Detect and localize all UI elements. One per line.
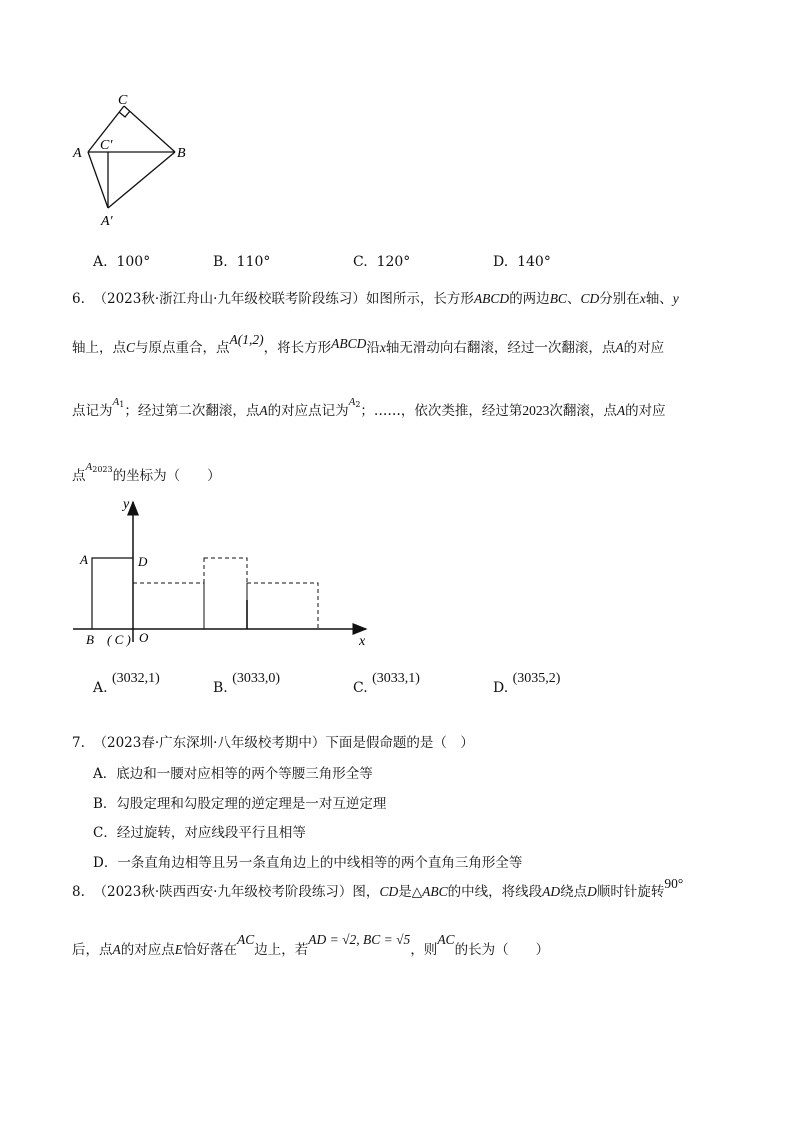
label-C-prime: C′ — [100, 138, 113, 153]
q7-option-d[interactable]: D．一条直角边相等且另一条直角边上的中线相等的两个直角三角形全等 — [93, 855, 523, 871]
label-A: A — [73, 146, 82, 161]
label-A: A — [80, 552, 88, 567]
q7-option-a[interactable]: A．底边和一腰对应相等的两个等腰三角形全等 — [93, 766, 373, 782]
segment-CB — [124, 106, 175, 152]
segment-A-prime-B — [108, 152, 175, 208]
label-C: ( C ) — [107, 632, 131, 647]
q7-option-b[interactable]: B．勾股定理和勾股定理的逆定理是一对互逆定理 — [93, 796, 387, 812]
q5-option-b[interactable]: B. 110° — [213, 254, 271, 270]
label-B: B — [177, 146, 186, 161]
q5-option-d[interactable]: D. 140° — [493, 254, 551, 270]
q8-line-1: 8. （2023秋·陕西西安·九年级校考阶段练习）图，CD是△ABC的中线，将线段AD绕点D顺时针旋转90° — [72, 876, 684, 900]
q6-option-b[interactable]: B. (3033,0) — [213, 671, 281, 696]
rolled-rectangle-1 — [133, 583, 204, 629]
label-D: D — [138, 554, 148, 569]
q6-line-4: 点$^{A2023}$的坐标为（ ） — [72, 461, 221, 484]
label-C: C — [118, 93, 128, 108]
label-y: y — [123, 497, 130, 512]
rolled-rectangle-3 — [247, 583, 318, 629]
label-B: B — [86, 632, 94, 647]
q6-option-d[interactable]: D. (3035,2) — [493, 671, 561, 696]
q6-option-a[interactable]: A. (3032,1) — [93, 671, 160, 696]
q6-line-3: 点记为$^{A1}$；经过第二次翻滚，点A的对应点记为$^{A2}$；……，依次类推，经过第2023次翻滚，点A的对应 — [72, 396, 666, 419]
q6-line-1: 6. （2023秋·浙江舟山·九年级校联考阶段练习）如图所示，长方形ABCD的两边BC、CD分别在x轴、y — [72, 291, 679, 307]
q5-option-c[interactable]: C. 120° — [353, 254, 411, 270]
q7-option-c[interactable]: C．经过旋转，对应线段平行且相等 — [93, 825, 306, 841]
label-x: x — [359, 634, 366, 649]
q8-line-2: 后，点A的对应点E恰好落在AC边上，若AD = √2, BC = √5，则AC的长为（ ） — [72, 932, 550, 958]
segment-AA-prime — [88, 152, 108, 208]
rectangle-ABCD — [92, 558, 133, 629]
label-O: O — [139, 630, 149, 645]
label-A-prime: A′ — [101, 214, 113, 229]
figure-q5-triangles — [60, 88, 200, 238]
rolled-rectangle-2 — [204, 558, 247, 629]
figure-q6-rectangle-rolling — [70, 492, 380, 652]
q6-line-2: 轴上，点C与原点重合，点A(1,2)，将长方形ABCD沿x轴无滑动向右翻滚，经过一次翻滚，点A的对应 — [72, 332, 665, 356]
right-angle-mark — [119, 111, 130, 117]
q5-option-a[interactable]: A. 100° — [93, 254, 151, 270]
q6-option-c[interactable]: C. (3033,1) — [353, 671, 420, 696]
q7-stem: 7. （2023春·广东深圳·八年级校考期中）下面是假命题的是（ ） — [72, 735, 474, 751]
